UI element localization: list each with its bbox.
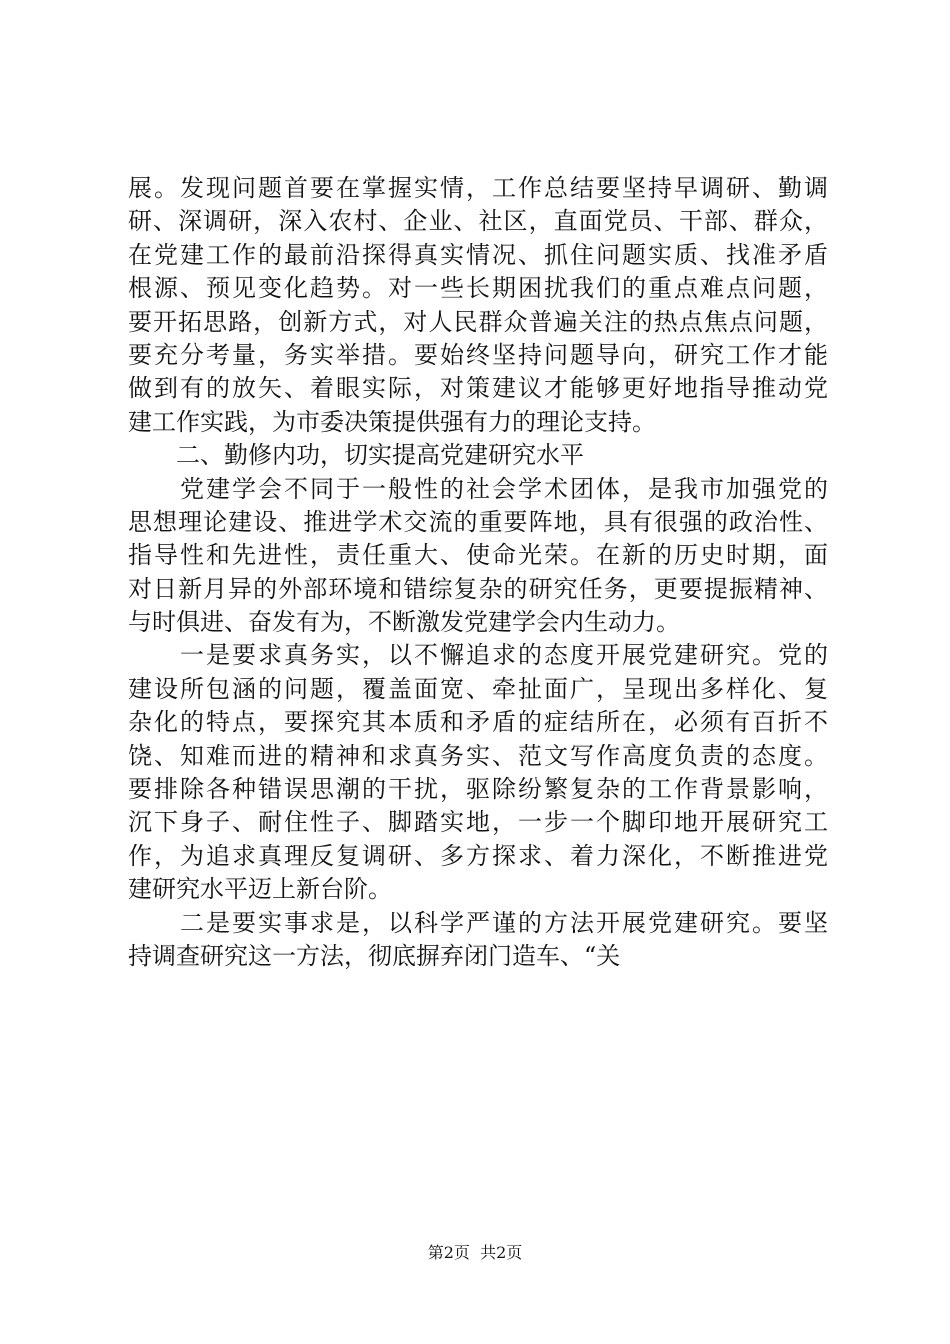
text-line: 指导性和先进性，责任重大、使命光荣。在新的历史时期，面 bbox=[128, 541, 828, 570]
text-line: 建设所包涵的问题，覆盖面宽、牵扯面广，呈现出多样化、复 bbox=[128, 674, 828, 703]
text-line: 要排除各种错误思潮的干扰，驱除纷繁复杂的工作背景影响， bbox=[128, 775, 828, 804]
text-line: 与时俱进、奋发有为，不断激发党建学会内生动力。 bbox=[128, 608, 680, 637]
text-line: 要开拓思路，创新方式，对人民群众普遍关注的热点焦点问题， bbox=[128, 307, 828, 336]
text-line: 研、深调研，深入农村、企业、社区，直面党员、干部、群众， bbox=[128, 207, 828, 236]
text-line: 对日新月异的外部环境和错综复杂的研究任务，更要提振精神、 bbox=[128, 574, 828, 603]
text-line: 杂化的特点，要探究其本质和矛盾的症结所在，必须有百折不 bbox=[128, 708, 828, 737]
text-line: 做到有的放矢、着眼实际，对策建议才能够更好地指导推动党 bbox=[128, 374, 828, 403]
text-line: 建工作实践，为市委决策提供强有力的理论支持。 bbox=[128, 407, 656, 436]
text-line: 在党建工作的最前沿探得真实情况、抓住问题实质、找准矛盾 bbox=[128, 240, 828, 269]
text-line: 作，为追求真理反复调研、多方探求、着力深化，不断推进党 bbox=[128, 841, 828, 870]
text-line: 建研究水平迈上新台阶。 bbox=[128, 875, 392, 904]
text-line: 饶、知难而进的精神和求真务实、范文写作高度负责的态度。 bbox=[128, 741, 828, 770]
text-line: 党建学会不同于一般性的社会学术团体，是我市加强党的 bbox=[128, 474, 828, 503]
text-line: 展。发现问题首要在掌握实情，工作总结要坚持早调研、勤调 bbox=[128, 174, 828, 202]
section-heading: 二、勤修内功，切实提高党建研究水平 bbox=[128, 441, 584, 470]
text-line: 沉下身子、耐住性子、脚踏实地，一步一个脚印地开展研究工 bbox=[128, 808, 828, 837]
text-line: 一是要求真务实，以不懈追求的态度开展党建研究。党的 bbox=[128, 641, 828, 670]
text-line: 思想理论建设、推进学术交流的重要阵地，具有很强的政治性、 bbox=[128, 507, 828, 536]
text-line: 要充分考量，务实举措。要始终坚持问题导向，研究工作才能 bbox=[128, 340, 828, 369]
text-line: 持调查研究这一方法，彻底摒弃闭门造车、“关 bbox=[128, 941, 621, 970]
document-body bbox=[128, 172, 828, 973]
page-footer bbox=[0, 1242, 950, 1264]
page-number: 第2页 共2页 bbox=[427, 1243, 523, 1262]
text-line: 根源、预见变化趋势。对一些长期困扰我们的重点难点问题， bbox=[128, 274, 828, 303]
text-line: 二是要实事求是，以科学严谨的方法开展党建研究。要坚 bbox=[128, 908, 828, 937]
